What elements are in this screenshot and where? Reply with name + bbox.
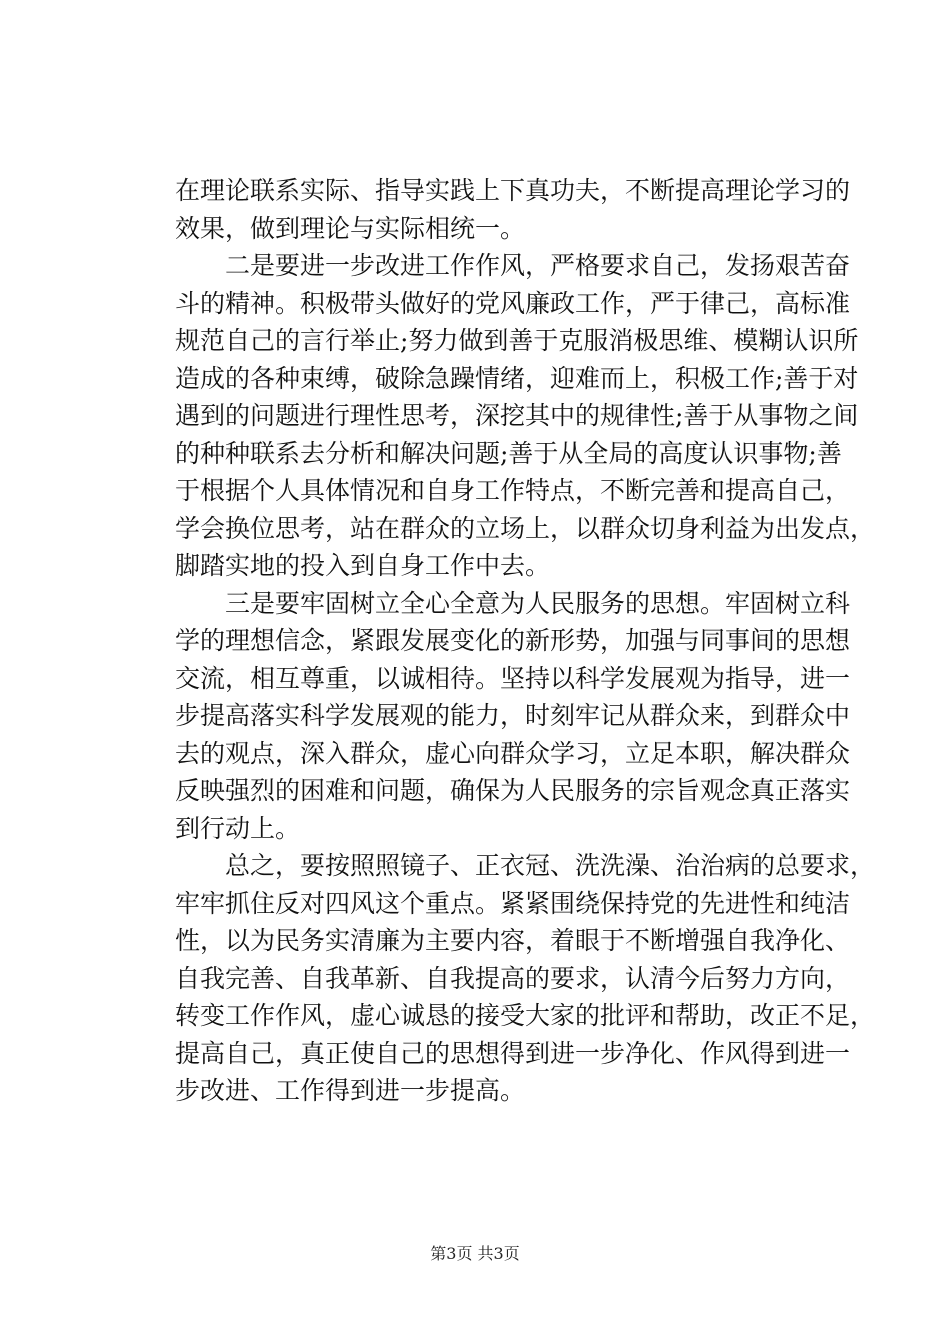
text-line: 二是要进一步改进工作作风，严格要求自己，发扬艰苦奋	[225, 251, 851, 280]
text-line: 脚踏实地的投入到自身工作中去。	[175, 551, 551, 580]
text-line: 步改进、工作得到进一步提高。	[175, 1076, 526, 1105]
text-line: 步提高落实科学发展观的能力，时刻牢记从群众来，到群众中	[175, 701, 851, 730]
text-line: 斗的精神。积极带头做好的党风廉政工作，严于律己，高标准	[175, 288, 851, 318]
text-line: 规范自己的言行举止;努力做到善于克服消极思维、模糊认识所	[175, 326, 859, 355]
text-line: 反映强烈的困难和问题，确保为人民服务的宗旨观念真正落实	[175, 776, 851, 805]
text-line: 去的观点，深入群众，虚心向群众学习，立足本职，解决群众	[175, 738, 851, 768]
text-line: 的种种联系去分析和解决问题;善于从全局的高度认识事物;善	[175, 438, 842, 468]
text-line: 效果，做到理论与实际相统一。	[175, 213, 526, 243]
text-line: 性，以为民务实清廉为主要内容，着眼于不断增强自我净化、	[175, 926, 851, 955]
text-line: 总之，要按照照镜子、正衣冠、洗洗澡、治治病的总要求，	[225, 851, 876, 880]
text-line: 转变工作作风，虚心诚恳的接受大家的批评和帮助，改正不足，	[175, 1001, 876, 1030]
text-line: 牢牢抓住反对四风这个重点。紧紧围绕保持党的先进性和纯洁	[175, 888, 851, 918]
text-line: 提高自己，真正使自己的思想得到进一步净化、作风得到进一	[175, 1038, 851, 1068]
text-line: 造成的各种束缚，破除急躁情绪，迎难而上，积极工作;善于对	[175, 363, 859, 393]
page-number-footer: 第3页 共3页	[430, 1244, 520, 1263]
text-line: 在理论联系实际、指导实践上下真功夫，不断提高理论学习的	[175, 176, 851, 205]
text-line: 于根据个人具体情况和自身工作特点，不断完善和提高自己，	[175, 476, 851, 505]
text-line: 三是要牢固树立全心全意为人民服务的思想。牢固树立科	[225, 588, 851, 618]
text-line: 学会换位思考，站在群众的立场上，以群众切身利益为出发点，	[175, 513, 876, 543]
text-line: 交流，相互尊重，以诚相待。坚持以科学发展观为指导，进一	[175, 663, 851, 693]
text-line: 遇到的问题进行理性思考，深挖其中的规律性;善于从事物之间	[175, 401, 859, 430]
text-line: 学的理想信念，紧跟发展变化的新形势，加强与同事间的思想	[175, 626, 851, 655]
text-line: 自我完善、自我革新、自我提高的要求，认清今后努力方向，	[175, 963, 851, 993]
body-text	[175, 172, 876, 1110]
text-line: 到行动上。	[175, 813, 301, 843]
